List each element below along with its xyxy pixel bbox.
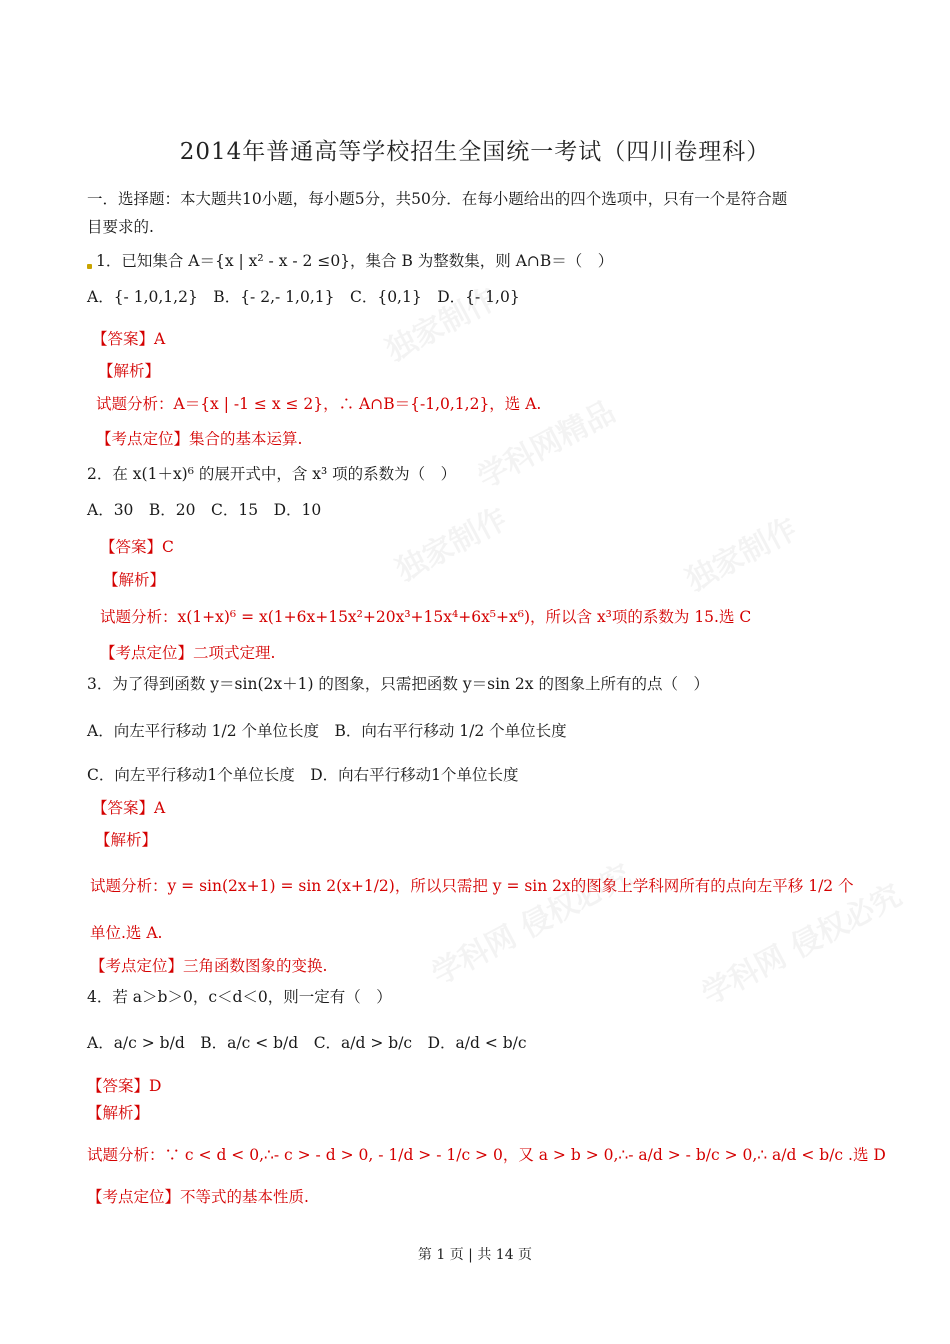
question-2-jiexi-label: 【解析】 [103, 571, 166, 589]
watermark: 学科网 侵权必究 [426, 857, 638, 993]
question-1-options: A．{- 1,0,1,2} B．{- 2,- 1,0,1} C．{0,1} D．{- 1,0} [87, 288, 520, 306]
question-3-options-cd: C．向左平行移动1个单位长度 D．向右平行移动1个单位长度 [87, 766, 519, 784]
question-3-analysis-cont: 单位.选 A. [90, 924, 163, 942]
question-4-point: 【考点定位】不等式的基本性质. [87, 1188, 309, 1206]
question-3-jiexi-label: 【解析】 [95, 831, 158, 849]
watermark: 学科网精品 [472, 394, 622, 496]
watermark: 学科网 侵权必究 [696, 877, 908, 1013]
question-2-point: 【考点定位】二项式定理. [100, 644, 276, 662]
watermark: 独家制作 [380, 281, 503, 369]
watermark: 独家制作 [680, 511, 803, 599]
question-2-answer: 【答案】C [100, 538, 174, 556]
question-4-answer: 【答案】D [87, 1077, 162, 1095]
question-1-jiexi-label: 【解析】 [98, 362, 161, 380]
document-title: 2014年普通高等学校招生全国统一考试（四川卷理科） [179, 139, 771, 165]
question-3-point: 【考点定位】三角函数图象的变换. [90, 957, 328, 975]
question-3-analysis: 试题分析：y = sin(2x+1) = sin 2(x+1/2)，所以只需把 y = sin 2x的图象上学科网所有的点向左平移 1/2 个 [90, 877, 854, 895]
question-3-answer: 【答案】A [92, 799, 166, 817]
question-2-analysis: 试题分析：x(1+x)⁶ = x(1+6x+15x²+20x³+15x⁴+6x⁵+x⁶)，所以含 x³项的系数为 15.选 C [100, 608, 752, 626]
question-4-options: A．a/c > b/d B．a/c < b/d C．a/d > b/c D．a/d < b/c [87, 1034, 527, 1052]
question-4-analysis: 试题分析：∵ c < d < 0,∴- c > - d > 0, - 1/d > - 1/c > 0，又 a > b > 0,∴- a/d > - b/c > 0,∴ a/d < b/c .选 D [87, 1146, 886, 1164]
question-2-stem: 2．在 x(1＋x)⁶ 的展开式中，含 x³ 项的系数为（ ） [87, 465, 457, 483]
question-2-options: A．30 B．20 C．15 D．10 [87, 501, 322, 519]
question-1-answer: 【答案】A [92, 330, 166, 348]
question-3-stem: 3．为了得到函数 y＝sin(2x＋1) 的图象，只需把函数 y＝sin 2x 的图象上所有的点（ ） [87, 675, 709, 693]
marker-dot [87, 264, 92, 269]
watermark: 独家制作 [390, 501, 513, 589]
question-1-stem: 1．已知集合 A＝{x | x² - x - 2 ≤0}，集合 B 为整数集，则 A∩B＝（ ） [96, 252, 614, 270]
question-1-point: 【考点定位】集合的基本运算. [96, 430, 303, 448]
question-4-jiexi-label: 【解析】 [87, 1104, 150, 1122]
question-1-analysis: 试题分析：A＝{x | -1 ≤ x ≤ 2}，∴ A∩B＝{-1,0,1,2}，选 A. [96, 395, 542, 413]
question-4-stem: 4．若 a＞b＞0，c＜d＜0，则一定有（ ） [87, 988, 392, 1006]
section-instructions-cont: 目要求的. [87, 218, 154, 236]
page-footer: 第 1 页 | 共 14 页 [417, 1247, 533, 1263]
question-3-options-ab: A．向左平行移动 1/2 个单位长度 B．向右平行移动 1/2 个单位长度 [87, 722, 567, 740]
section-instructions: 一．选择题：本大题共10小题，每小题5分，共50分．在每小题给出的四个选项中，只有一个是符合题 [87, 190, 788, 208]
